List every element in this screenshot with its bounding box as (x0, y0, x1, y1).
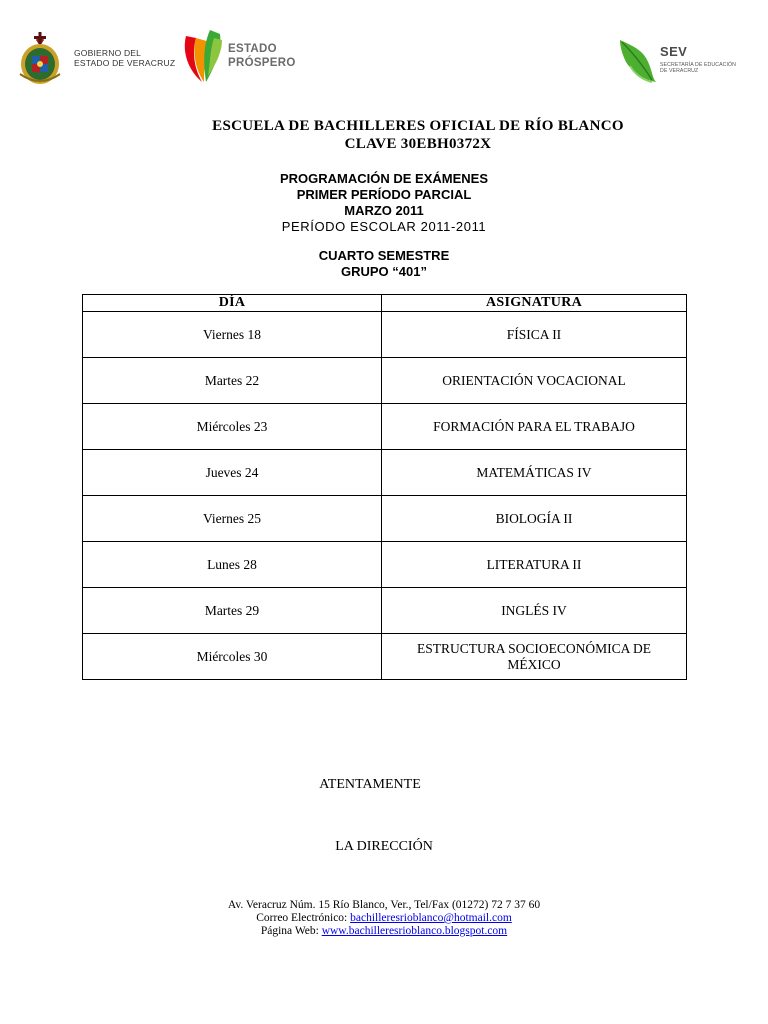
row-day: Lunes 28 (83, 542, 382, 588)
row-subject: BIOLOGÍA II (382, 496, 687, 542)
table-row (83, 542, 687, 588)
row-subject: INGLÉS IV (382, 588, 687, 634)
row-subject: FORMACIÓN PARA EL TRABAJO (382, 404, 687, 450)
group-heading (0, 248, 768, 280)
group-label: GRUPO “401” (341, 264, 427, 279)
row-subject: FÍSICA II (382, 312, 687, 358)
estado-line-2: PRÓSPERO (228, 57, 296, 69)
row-day: Martes 22 (83, 358, 382, 404)
school-clave: CLAVE 30EBH0372X (344, 136, 492, 152)
semester-label: CUARTO SEMESTRE (318, 248, 450, 263)
gobierno-line-1: GOBIERNO DEL (74, 48, 142, 58)
row-day: Jueves 24 (83, 450, 382, 496)
row-subject: LITERATURA II (382, 542, 687, 588)
web-label: Página Web: (260, 925, 322, 937)
sev-line-1: SECRETARÍA DE EDUCACIÓN (660, 62, 736, 68)
table-row (83, 588, 687, 634)
program-month: MARZO 2011 (344, 203, 424, 218)
table-row (83, 634, 687, 680)
veracruz-coat-of-arms-icon (14, 30, 66, 86)
closing-atentamente: ATENTAMENTE (319, 777, 421, 792)
closing-direccion: LA DIRECCIÓN (335, 839, 433, 854)
program-heading (0, 171, 768, 235)
table-row (83, 450, 687, 496)
footer-contact (0, 899, 768, 938)
footer-email-line (0, 912, 768, 925)
table-row (83, 496, 687, 542)
table-row (83, 358, 687, 404)
sev-line-2: DE VERACRUZ (660, 68, 699, 74)
leaf-icon (618, 36, 658, 84)
header-day: DÍA (83, 295, 382, 312)
row-subject: ESTRUCTURA SOCIOECONÓMICA DE MÉXICO (382, 634, 687, 680)
row-subject: MATEMÁTICAS IV (382, 450, 687, 496)
sev-acronym: SEV (660, 44, 688, 59)
row-day: Miércoles 30 (83, 634, 382, 680)
program-school-period: PERÍODO ESCOLAR 2011-2011 (281, 219, 487, 234)
row-subject: ORIENTACIÓN VOCACIONAL (382, 358, 687, 404)
row-day: Miércoles 23 (83, 404, 382, 450)
school-heading (0, 117, 768, 153)
table-row (83, 312, 687, 358)
email-link[interactable]: bachilleresrioblanco@hotmail.com (350, 912, 512, 924)
email-label: Correo Electrónico: (256, 912, 351, 924)
row-day: Martes 29 (83, 588, 382, 634)
row-day: Viernes 25 (83, 496, 382, 542)
flame-swoosh-icon (180, 28, 226, 84)
program-title: PROGRAMACIÓN DE EXÁMENES (279, 171, 489, 186)
row-day: Viernes 18 (83, 312, 382, 358)
table-header-row (83, 295, 687, 312)
exam-schedule-table (82, 294, 687, 680)
program-period: PRIMER PERÍODO PARCIAL (296, 187, 472, 202)
gobierno-line-2: ESTADO DE VERACRUZ (74, 58, 176, 68)
footer-address: Av. Veracruz Núm. 15 Río Blanco, Ver., Tel/Fax (01272) 72 7 37 60 (227, 899, 541, 911)
estado-prospero-logo (180, 28, 310, 86)
school-name: ESCUELA DE BACHILLERES OFICIAL DE RÍO BLANCO (212, 118, 624, 134)
sev-logo (618, 36, 748, 86)
gobierno-veracruz-logo (14, 30, 174, 88)
estado-line-1: ESTADO (228, 43, 277, 55)
web-link[interactable]: www.bachilleresrioblanco.blogspot.com (321, 925, 508, 937)
header-subject: ASIGNATURA (382, 295, 687, 312)
table-row (83, 404, 687, 450)
footer-web-line (0, 925, 768, 938)
